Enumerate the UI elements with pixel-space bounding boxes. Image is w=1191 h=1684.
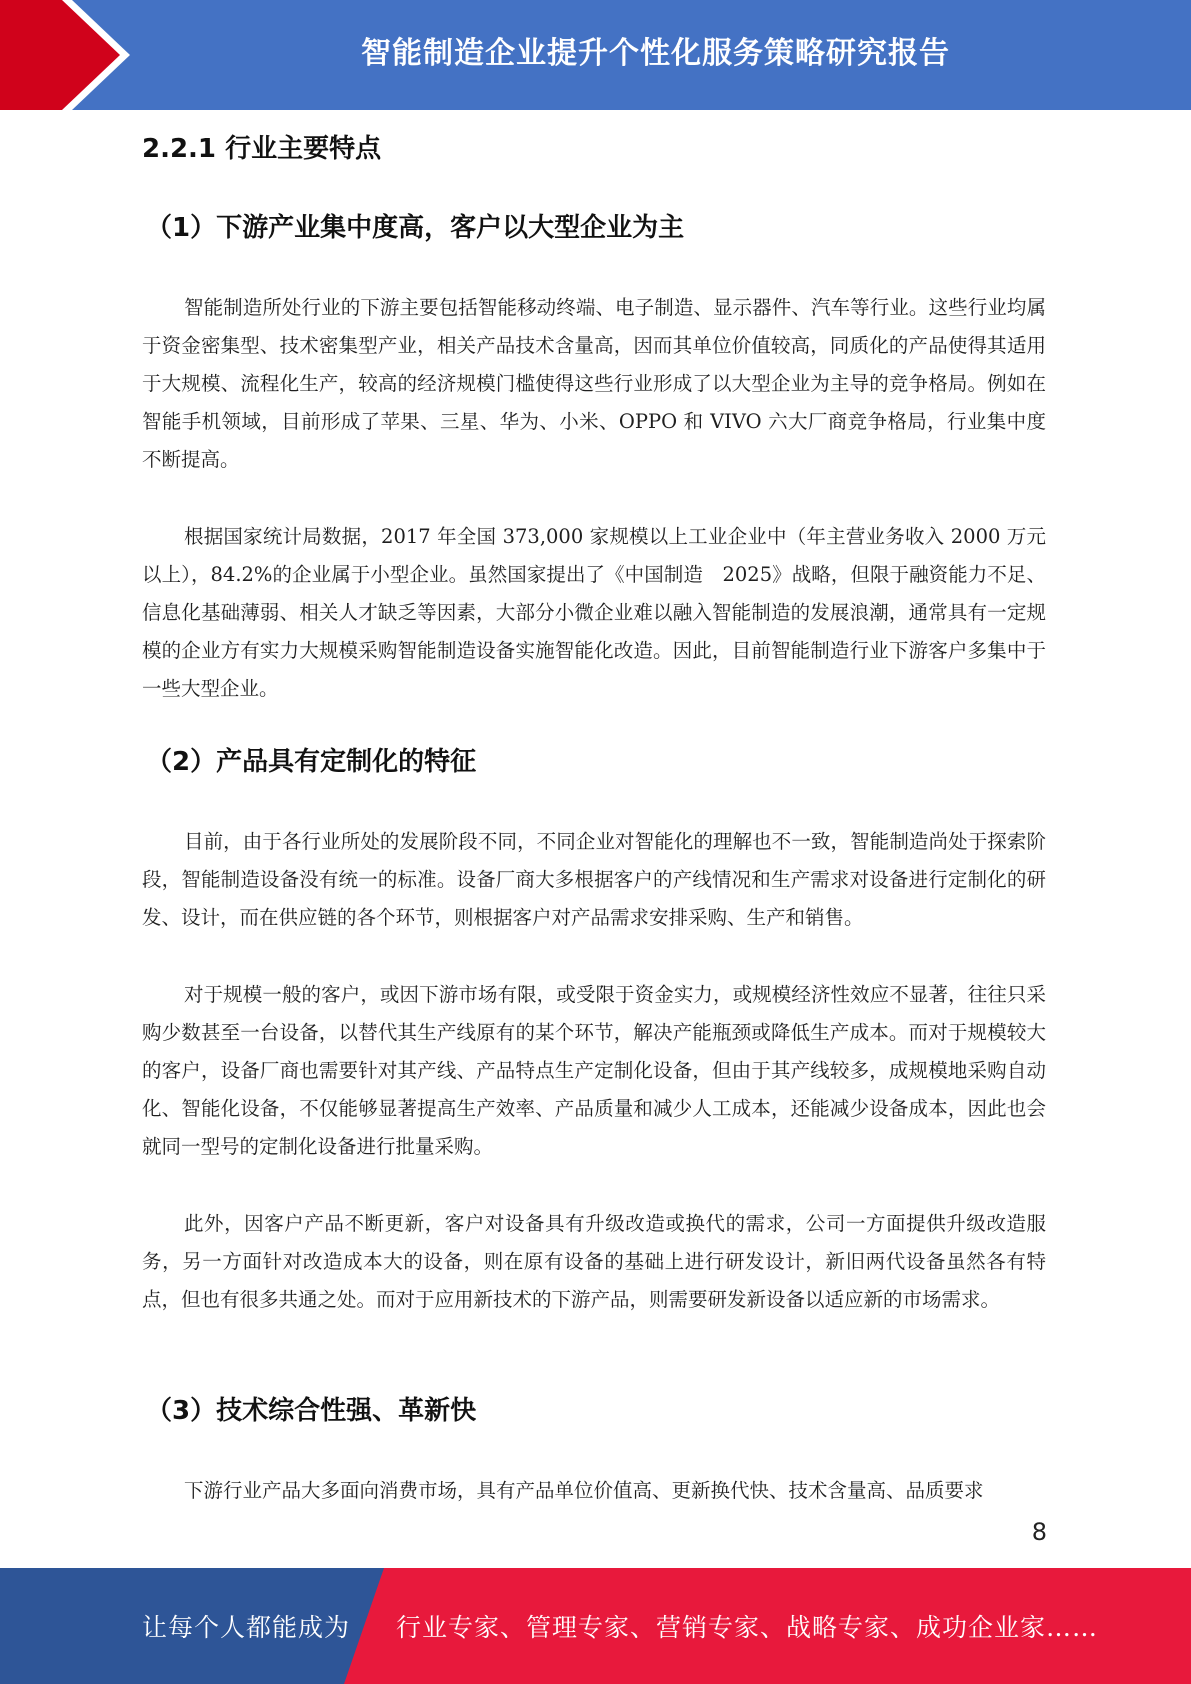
footer-banner (0, 1568, 1191, 1684)
paragraph: 此外，因客户产品不断更新，客户对设备具有升级改造或换代的需求，公司一方面提供升级改造服务，另一方面针对改造成本大的设备，则在原有设备的基础上进行研发设计，新旧两代设备虽然各有特点，但也有很多共通之处。而对于应用新技术的下游产品，则需要研发新设备以适应新的市场需求。 (142, 1212, 1046, 1311)
chevron-arrow-icon (0, 0, 160, 110)
subsection-heading-1: （1）下游产业集中度高，客户以大型企业为主 (146, 213, 685, 243)
subsection-heading-2: （2）产品具有定制化的特征 (146, 747, 477, 777)
paragraph: 对于规模一般的客户，或因下游市场有限，或受限于资金实力，或规模经济性效应不显著，往往只采购少数甚至一台设备，以替代其生产线原有的某个环节，解决产能瓶颈或降低生产成本。而对于规模较大的客户，设备厂商也需要针对其产线、产品特点生产定制化设备，但由于其产线较多，成规模地采购自动化、智能化设备，不仅能够显著提高生产效率、产品质量和减少人工成本，还能减少设备成本，因此也会就同一型号的定制化设备进行批量采购。 (142, 983, 1046, 1158)
paragraph: 根据国家统计局数据，2017 年全国 373,000 家规模以上工业企业中（年主营业务收入 2000 万元以上），84.2%的企业属于小型企业。虽然国家提出了《中国制造 2025》战略，但限于融资能力不足、信息化基础薄弱、相关人才缺乏等因素，大部分小微企业难以融入智能制造的发展浪潮，通常具有一定规模的企业方有实力大规模采购智能制造设备实施智能化改造。因此，目前智能制造行业下游客户多集中于一些大型企业。 (142, 525, 1046, 700)
section-heading: 2.2.1 行业主要特点 (142, 134, 382, 164)
paragraph: 智能制造所处行业的下游主要包括智能移动终端、电子制造、显示器件、汽车等行业。这些行业均属于资金密集型、技术密集型产业，相关产品技术含量高，因而其单位价值较高，同质化的产品使得其适用于大规模、流程化生产，较高的经济规模门槛使得这些行业形成了以大型企业为主导的竞争格局。例如在智能手机领域，目前形成了苹果、三星、华为、小米、OPPO 和 VIVO 六大厂商竞争格局，行业集中度不断提高。 (142, 296, 1046, 471)
paragraph: 下游行业产品大多面向消费市场，具有产品单位价值高、更新换代快、技术含量高、品质要求 (184, 1479, 984, 1502)
footer-slogan-left: 让每个人都能成为 (142, 1613, 351, 1642)
subsection-heading-3: （3）技术综合性强、革新快 (146, 1396, 477, 1426)
header-banner (0, 0, 1191, 110)
paragraph: 目前，由于各行业所处的发展阶段不同，不同企业对智能化的理解也不一致，智能制造尚处于探索阶段，智能制造设备没有统一的标准。设备厂商大多根据客户的产线情况和生产需求对设备进行定制化的研发、设计，而在供应链的各个环节，则根据客户对产品需求安排采购、生产和销售。 (142, 830, 1046, 929)
page-number: 8 (1031, 1518, 1047, 1546)
document-title: 智能制造企业提升个性化服务策略研究报告 (361, 36, 950, 71)
footer-slogan-right: 行业专家、管理专家、营销专家、战略专家、成功企业家…… (396, 1613, 1099, 1642)
